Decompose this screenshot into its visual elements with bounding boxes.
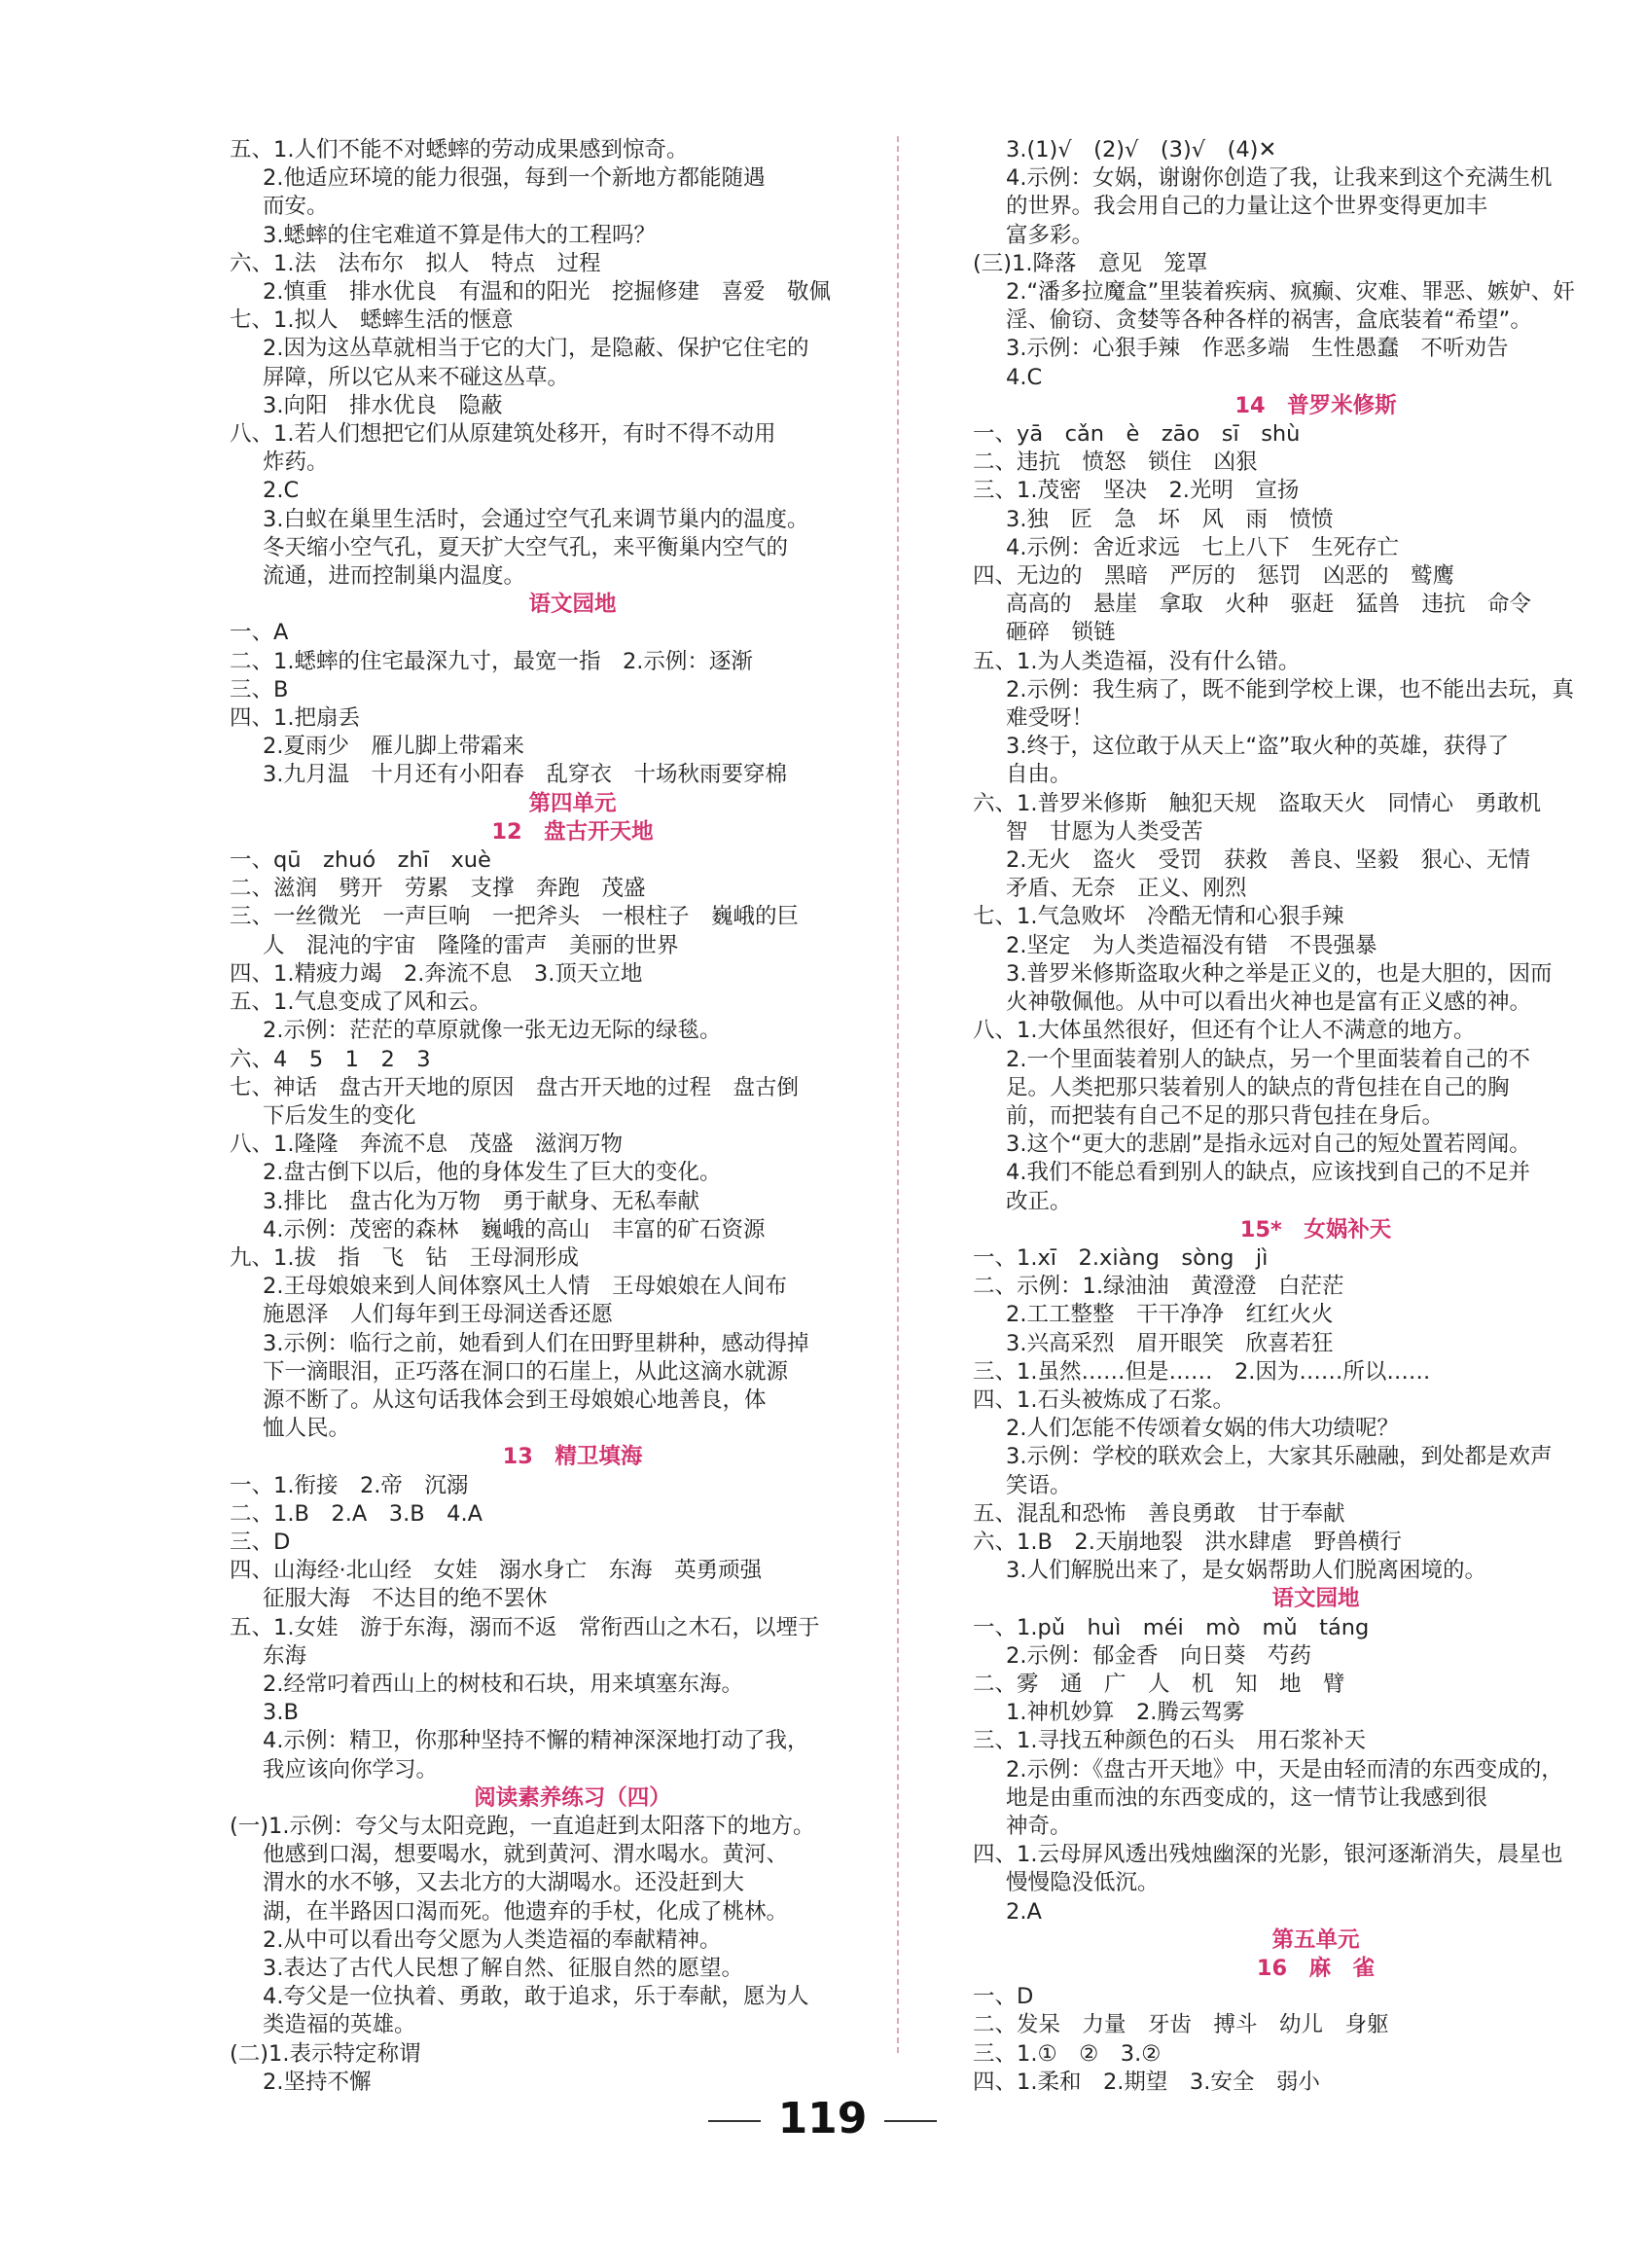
answer-line: 二、发呆 力量 牙齿 搏斗 幼儿 身躯 [973,2012,1389,2038]
answer-line: 二、1.蟋蟀的住宅最深九寸，最宽一指 2.示例：逐渐 [230,648,753,674]
page-number-left-rule [708,2120,761,2122]
answer-line: 4.示例：茂密的森林 巍峨的高山 丰富的矿石资源 [263,1216,766,1242]
answer-line: 一、yā cǎn è zāo sī shù [973,421,1301,448]
answer-line: 八、1.若人们想把它们从原建筑处移开，有时不得不动用 [230,421,776,448]
answer-line: 2.盘古倒下以后，他的身体发生了巨大的变化。 [263,1160,722,1186]
answer-line: 屏障，所以它从来不碰这丛草。 [263,364,570,390]
answer-line: 1.神机妙算 2.腾云驾雾 [1006,1700,1245,1726]
answer-line: 五、1.女娃 游于东海，溺而不返 常衔西山之木石，以堙于 [230,1614,820,1640]
answer-line: 地是由重而浊的东西变成的，这一情节让我感到很 [1006,1784,1488,1811]
answer-line: 3.人们解脱出来了，是女娲帮助人们脱离困境的。 [1006,1558,1486,1584]
answer-line: 3.独 匠 急 坏 风 雨 愤愤 [1006,506,1334,532]
answer-line: 四、1.把扇丢 [230,705,360,732]
answer-line: 2.他适应环境的能力很强，每到一个新地方都能随遇 [263,165,766,192]
answer-line: 三、1.寻找五种颜色的石头 用石浆补天 [973,1728,1366,1754]
answer-line: 我应该向你学习。 [263,1756,439,1782]
answer-line: 三、1.茂密 坚决 2.光明 宣扬 [973,478,1300,504]
answer-line: 的世界。我会用自己的力量让这个世界变得更加丰 [1006,194,1488,220]
answer-line: 流通，进而控制巢内温度。 [263,563,526,590]
answer-line: 一、1.衔接 2.帝 沉溺 [230,1472,469,1498]
section-heading: 12 盘古开天地 [491,818,654,845]
answer-line: 3.(1)√ (2)√ (3)√ (4)✕ [1006,137,1277,162]
answer-line: 3.终于，这位敢于从天上“盗”取火种的英雄，获得了 [1006,734,1510,760]
answer-line: 八、1.隆隆 奔流不息 茂盛 滋润万物 [230,1132,623,1158]
answer-line: 2.经常叼着西山上的树枝和石块，用来填塞东海。 [263,1671,743,1697]
answer-line: 征服大海 不达目的绝不罢休 [263,1586,548,1612]
answer-line: 淫、偷窃、贪婪等各种各样的祸害，盒底装着“希望”。 [1006,307,1532,334]
answer-line: 四、1.精疲力竭 2.奔流不息 3.顶天立地 [230,960,643,987]
answer-line: 2.人们怎能不传颂着女娲的伟大功绩呢？ [1006,1416,1399,1442]
answer-line: 三、一丝微光 一声巨响 一把斧头 一根柱子 巍峨的巨 [230,904,800,930]
answer-line: 改正。 [1006,1188,1072,1214]
answer-line: 3.九月温 十月还有小阳春 乱穿衣 十场秋雨要穿棉 [263,762,787,788]
answer-line: 三、B [230,676,289,702]
answer-line: (一)1.示例：夸父与太阳竞跑，一直追赶到太阳落下的地方。 [230,1813,815,1839]
answer-line: 3.白蚁在巢里生活时，会通过空气孔来调节巢内的温度。 [263,506,809,532]
answer-line: 六、4 5 1 2 3 [230,1046,431,1072]
answer-line: 一、1.pǔ huì méi mò mǔ táng [973,1614,1370,1640]
answer-line: (二)1.表示特定称谓 [230,2040,421,2067]
answer-line: 2.工工整整 干干净净 红红火火 [1006,1302,1334,1328]
section-heading: 语文园地 [1271,1586,1360,1612]
answer-line: 七、1.拟人 蟋蟀生活的惬意 [230,307,514,334]
answer-line: 他感到口渴，想要喝水，就到黄河、渭水喝水。黄河、 [263,1842,789,1868]
answer-line: 四、无边的 黑暗 严厉的 惩罚 凶恶的 鹫鹰 [973,563,1455,590]
answer-line: 4.夸父是一位执着、勇敢，敢于追求，乐于奉献，愿为人 [263,1984,809,2010]
answer-line: 六、1.普罗米修斯 触犯天规 盗取天火 同情心 勇敢机 [973,790,1541,816]
answer-line: 人 混沌的宇宙 隆隆的雷声 美丽的世界 [263,932,679,958]
answer-line: 三、1.① ② 3.② [973,2040,1162,2067]
answer-line: 3.示例：临行之前，她看到人们在田野里耕种，感动得掉 [263,1330,809,1356]
answer-line: 五、1.为人类造福，没有什么错。 [973,648,1301,674]
answer-line: 3.排比 盘古化为万物 勇于献身、无私奉献 [263,1188,699,1214]
answer-line: 冬天缩小空气孔，夏天扩大空气孔，来平衡巢内空气的 [263,534,789,560]
page-number-right-rule [884,2120,937,2122]
answer-line: 3.B [263,1700,299,1726]
answer-line: 五、混乱和恐怖 善良勇敢 甘于奉献 [973,1500,1345,1527]
answer-line: 2.王母娘娘来到人间体察风土人情 王母娘娘在人间布 [263,1274,787,1300]
answer-line: 东海 [263,1642,307,1669]
answer-line: 一、1.xī 2.xiàng sòng jì [973,1244,1269,1271]
answer-line: 四、1.柔和 2.期望 3.安全 弱小 [973,2069,1320,2095]
answer-line: 七、神话 盘古开天地的原因 盘古开天地的过程 盘古倒 [230,1074,800,1100]
answer-line: 源不断了。从这句话我体会到王母娘娘心地善良，体 [263,1386,767,1413]
answer-line: 二、违抗 愤怒 锁住 凶狠 [973,450,1258,476]
answer-line: 矛盾、无奈 正义、刚烈 [1006,876,1247,902]
answer-line: 下后发生的变化 [263,1102,416,1129]
answer-line: 3.表达了古代人民想了解自然、征服自然的愿望。 [263,1956,743,1981]
answer-line: 而安。 [263,194,329,220]
answer-line: 一、qū zhuó zhī xuè [230,847,491,874]
answer-line: 2.一个里面装着别人的缺点，另一个里面装着自己的不 [1006,1046,1530,1072]
answer-line: 湖，在半路因口渴而死。他遗弃的手杖，化成了桃林。 [263,1898,789,1925]
answer-line: 4.示例：精卫，你那种坚持不懈的精神深深地打动了我， [263,1728,809,1754]
answer-line: 四、山海经·北山经 女娃 溺水身亡 东海 英勇顽强 [230,1558,763,1584]
answer-line: 2.“潘多拉魔盒”里装着疾病、疯癫、灾难、罪恶、嫉妒、奸 [1006,279,1575,306]
answer-line: 智 甘愿为人类受苦 [1006,818,1203,845]
answer-line: 2.坚定 为人类造福没有错 不畏强暴 [1006,932,1377,958]
answer-line: 自由。 [1006,762,1072,788]
answer-line: 3.蟋蟀的住宅难道不算是伟大的工程吗？ [263,222,656,248]
answer-line: 3.向阳 排水优良 隐蔽 [263,392,503,418]
answer-line: 高高的 悬崖 拿取 火种 驱赶 猛兽 违抗 命令 [1006,592,1532,618]
answer-line: 4.我们不能总看到别人的缺点，应该找到自己的不足并 [1006,1160,1530,1186]
answer-line: 3.示例：学校的联欢会上，大家其乐融融，到处都是欢声 [1006,1444,1553,1470]
answer-line: 足。人类把那只装着别人的缺点的背包挂在自己的胸 [1006,1074,1510,1100]
left-column [230,136,915,2097]
section-heading: 13 精卫填海 [502,1444,643,1470]
page-number [0,2094,1645,2143]
answer-line: 富多彩。 [1006,222,1094,248]
answer-line: 二、雾 通 广 人 机 知 地 臂 [973,1671,1345,1697]
answer-line: 三、1.虽然……但是…… 2.因为……所以…… [973,1358,1431,1385]
answer-line: 施恩泽 人们每年到王母洞送香还愿 [263,1302,614,1328]
page-number-text: 119 [777,2094,868,2143]
answer-line: 3.示例：心狠手辣 作恶多端 生性愚蠢 不听劝告 [1006,336,1509,362]
answer-line: 渭水的水不够，又去北方的大湖喝水。还没赶到大 [263,1870,745,1896]
answer-line: 2.从中可以看出夸父愿为人类造福的奉献精神。 [263,1926,722,1953]
column-divider [897,136,899,2053]
right-column [973,136,1645,2097]
answer-line: 2.示例：郁金香 向日葵 芍药 [1006,1642,1311,1669]
answer-line: 慢慢隐没低沉。 [1006,1870,1160,1896]
answer-line: 六、1.法 法布尔 拟人 特点 过程 [230,250,601,276]
answer-line: 火神敬佩他。从中可以看出火神也是富有正义感的神。 [1006,990,1532,1016]
answer-line: (三)1.降落 意见 笼罩 [973,250,1208,276]
answer-line: 2.示例：茫茫的草原就像一张无边无际的绿毯。 [263,1018,722,1044]
answer-line: 3.兴高采烈 眉开眼笑 欣喜若狂 [1006,1330,1334,1356]
answer-line: 五、1.人们不能不对蟋蟀的劳动成果感到惊奇。 [230,137,689,162]
answer-line: 砸碎 锁链 [1006,620,1116,646]
answer-line: 恤人民。 [263,1416,351,1442]
section-heading: 15* 女娲补天 [1239,1216,1392,1242]
answer-line: 前，而把装有自己不足的那只背包挂在身后。 [1006,1102,1445,1129]
answer-line: 八、1.大体虽然很好，但还有个让人不满意的地方。 [973,1018,1476,1044]
answer-line: 2.坚持不懈 [263,2069,372,2095]
answer-line: 二、滋润 劈开 劳累 支撑 奔跑 茂盛 [230,876,646,902]
answer-line: 五、1.气息变成了风和云。 [230,990,491,1016]
answer-line: 2.因为这丛草就相当于它的大门，是隐蔽、保护它住宅的 [263,336,809,362]
section-heading: 语文园地 [528,592,617,618]
answer-line: 一、D [973,1984,1034,2010]
answer-line: 三、D [230,1529,291,1555]
section-heading: 阅读素养练习（四） [474,1784,671,1811]
answer-line: 类造福的英雄。 [263,2012,416,2038]
answer-line: 一、A [230,620,289,646]
answer-line: 2.示例：我生病了，既不能到学校上课，也不能出去玩，真 [1006,676,1574,702]
section-heading: 第四单元 [528,790,617,816]
answer-line: 笑语。 [1006,1472,1072,1498]
answer-line: 四、1.云母屏风透出残烛幽深的光影，银河逐渐消失，晨星也 [973,1842,1563,1868]
answer-line: 二、示例：1.绿油油 黄澄澄 白茫茫 [973,1274,1344,1300]
answer-line: 下一滴眼泪，正巧落在洞口的石崖上，从此这滴水就源 [263,1358,789,1385]
answer-line: 九、1.拔 指 飞 钻 王母洞形成 [230,1244,579,1271]
answer-line: 2.慎重 排水优良 有温和的阳光 挖掘修建 喜爱 敬佩 [263,279,831,306]
answer-line: 4.示例：女娲，谢谢你创造了我，让我来到这个充满生机 [1006,165,1553,192]
section-heading: 16 麻 雀 [1256,1956,1376,1981]
answer-line: 神奇。 [1006,1813,1072,1839]
answer-line: 2.示例：《盘古开天地》中，天是由轻而清的东西变成的， [1006,1756,1563,1782]
answer-line: 炸药。 [263,450,329,476]
answer-line: 难受呀！ [1006,705,1094,732]
answer-line: 六、1.B 2.天崩地裂 洪水肆虐 野兽横行 [973,1529,1402,1555]
answer-line: 4.C [1006,364,1043,390]
answer-line: 3.普罗米修斯盗取火种之举是正义的，也是大胆的，因而 [1006,960,1553,987]
answer-line: 2.C [263,478,300,504]
section-heading: 第五单元 [1271,1926,1360,1953]
answer-line: 二、1.B 2.A 3.B 4.A [230,1500,483,1527]
answer-line: 2.无火 盗火 受罚 获救 善良、坚毅 狠心、无情 [1006,847,1530,874]
answer-line: 2.夏雨少 雁儿脚上带霜来 [263,734,524,760]
answer-line: 3.这个“更大的悲剧”是指永远对自己的短处置若罔闻。 [1006,1132,1531,1158]
answer-line: 4.示例：舍近求远 七上八下 生死存亡 [1006,534,1399,560]
section-heading: 14 普罗米修斯 [1234,392,1397,418]
answer-line: 2.A [1006,1898,1042,1925]
answer-line: 四、1.石头被炼成了石浆。 [973,1386,1234,1413]
answer-line: 七、1.气急败坏 冷酷无情和心狠手辣 [973,904,1344,930]
